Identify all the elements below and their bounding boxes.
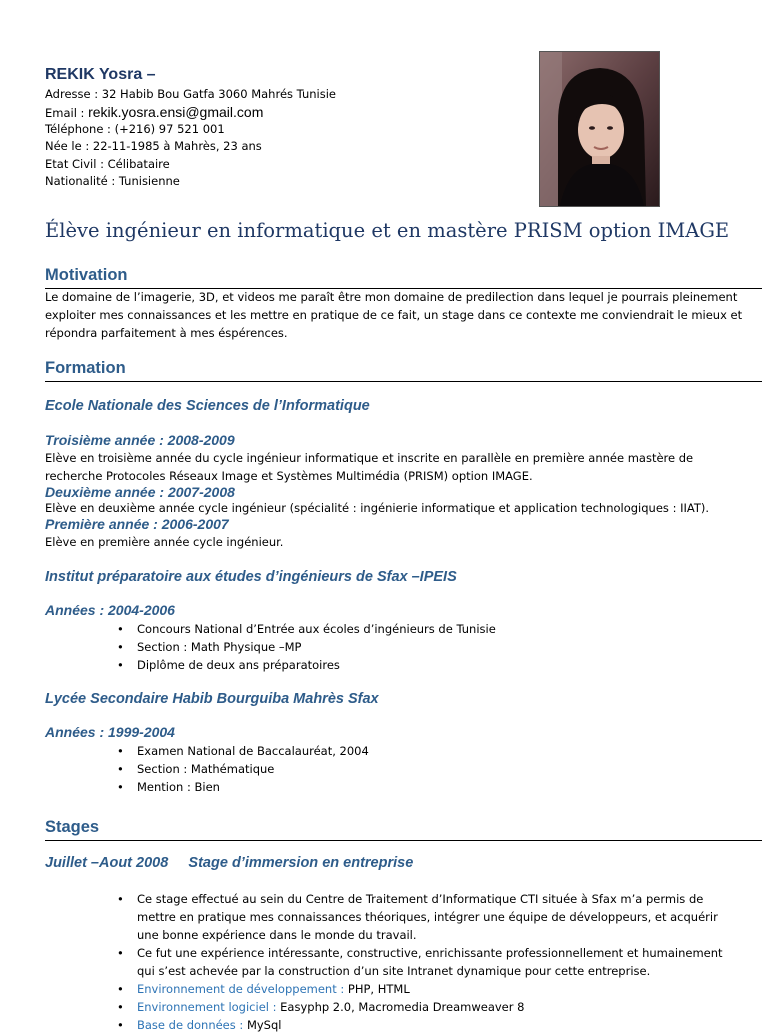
env-dev-label: Environnement de développement : (137, 982, 348, 996)
ipeis-years: Années : 2004-2006 (45, 602, 175, 618)
birth-label: Née le : (45, 139, 93, 153)
db-value: MySql (246, 1018, 282, 1032)
year-text-2: Elève en deuxième année cycle ingénieur (spécialité : ingénierie informatique et application technologiques : IIAT). (45, 501, 710, 515)
env-log-label: Environnement logiciel : (137, 1000, 281, 1014)
list-item: • Concours National d’Entrée aux écoles d’ingénieurs de Tunisie (117, 620, 737, 638)
section-divider (45, 840, 762, 841)
portrait-image (540, 52, 659, 206)
list-item: • Examen National de Baccalauréat, 2004 (117, 742, 737, 760)
year-title-3: Troisième année : 2008-2009 (45, 432, 235, 448)
year-title-2: Deuxième année : 2007-2008 (45, 484, 235, 500)
email-value[interactable]: rekik.yosra.ensi@gmail.com (88, 104, 264, 120)
candidate-name: REKIK Yosra – (45, 66, 156, 83)
lycee-years: Années : 1999-2004 (45, 724, 175, 740)
civil-label: Etat Civil : (45, 157, 108, 171)
env-dev-item (117, 980, 727, 998)
birth-value: 22-11-1985 à Mahrès, 23 ans (92, 139, 262, 153)
year-text-1: Elève en première année cycle ingénieur. (45, 535, 284, 549)
phone-line (45, 121, 225, 138)
lycee-list (117, 742, 737, 796)
civil-value: Célibataire (107, 157, 170, 171)
list-item: • Section : Math Physique –MP (117, 638, 737, 656)
school-lycee: Lycée Secondaire Habib Bourguiba Mahrès Sfax (45, 691, 379, 707)
list-item: • Ce stage effectué au sein du Centre de Traitement d’Informatique CTI située à Sfax m’a permis de mettre en pratique mes connaissances théoriques, intégrer une équipe de développeurs, et acquérir une bonne expérience dans le monde du travail. (117, 890, 727, 944)
stage-heading: Juillet –Aout 2008 Stage d’immersion en entreprise (45, 855, 414, 871)
env-log-value: Easyphp 2.0, Macromedia Dreamweaver 8 (280, 1000, 525, 1014)
nationality-label: Nationalité : (45, 174, 119, 188)
section-title-stages: Stages (45, 818, 100, 836)
env-log-item (117, 998, 727, 1016)
year-text-3: Elève en troisième année du cycle ingénieur informatique et inscrite en parallèle en première année mastère de recherche Protocoles Réseaux Image et Systèmes Multimédia (PRISM) option IMAGE. (45, 451, 694, 483)
db-item (117, 1016, 727, 1034)
headline: Élève ingénieur en informatique et en mastère PRISM option IMAGE (45, 219, 730, 242)
phone-value: (+216) 97 521 001 (114, 122, 225, 136)
list-item: • Ce fut une expérience intéressante, constructive, enrichissante professionnellement et humainement qui s’est achevée par la construction d’un site Intranet dynamique pour cette entreprise. (117, 944, 727, 980)
address-value: 32 Habib Bou Gatfa 3060 Mahrés Tunisie (101, 87, 336, 101)
nationality-value: Tunisienne (118, 174, 180, 188)
school-ensi: Ecole Nationale des Sciences de l’Informatique (45, 398, 370, 414)
school-ipeis: Institut préparatoire aux études d’ingénieurs de Sfax –IPEIS (45, 569, 457, 585)
profile-photo (539, 51, 660, 207)
phone-label: Téléphone : (45, 122, 115, 136)
section-title-motivation: Motivation (45, 266, 128, 284)
email-label: Email : (45, 106, 89, 120)
nationality-line (45, 173, 180, 190)
list-item: • Diplôme de deux ans préparatoires (117, 656, 737, 674)
address-line (45, 86, 336, 103)
birth-line (45, 138, 262, 155)
section-divider (45, 381, 762, 382)
env-dev-value: PHP, HTML (347, 982, 410, 996)
ipeis-list (117, 620, 737, 674)
motivation-text: Le domaine de l’imagerie, 3D, et videos me paraît être mon domaine de predilection dans lequel je pourrais pleinement exploiter mes connaissances et les mettre en pratique de ce fait, un stage dans ce contexte me conviendrait le mieux et répondra parfaitement à mes éspérences. (45, 290, 743, 340)
stage-list (117, 890, 727, 1034)
email-line (45, 104, 263, 122)
list-item: • Mention : Bien (117, 778, 737, 796)
list-item: • Section : Mathématique (117, 760, 737, 778)
year-title-1: Première année : 2006-2007 (45, 516, 229, 532)
db-label: Base de données : (137, 1018, 247, 1032)
section-title-formation: Formation (45, 359, 126, 377)
address-label: Adresse : (45, 87, 102, 101)
civil-status-line (45, 156, 170, 173)
